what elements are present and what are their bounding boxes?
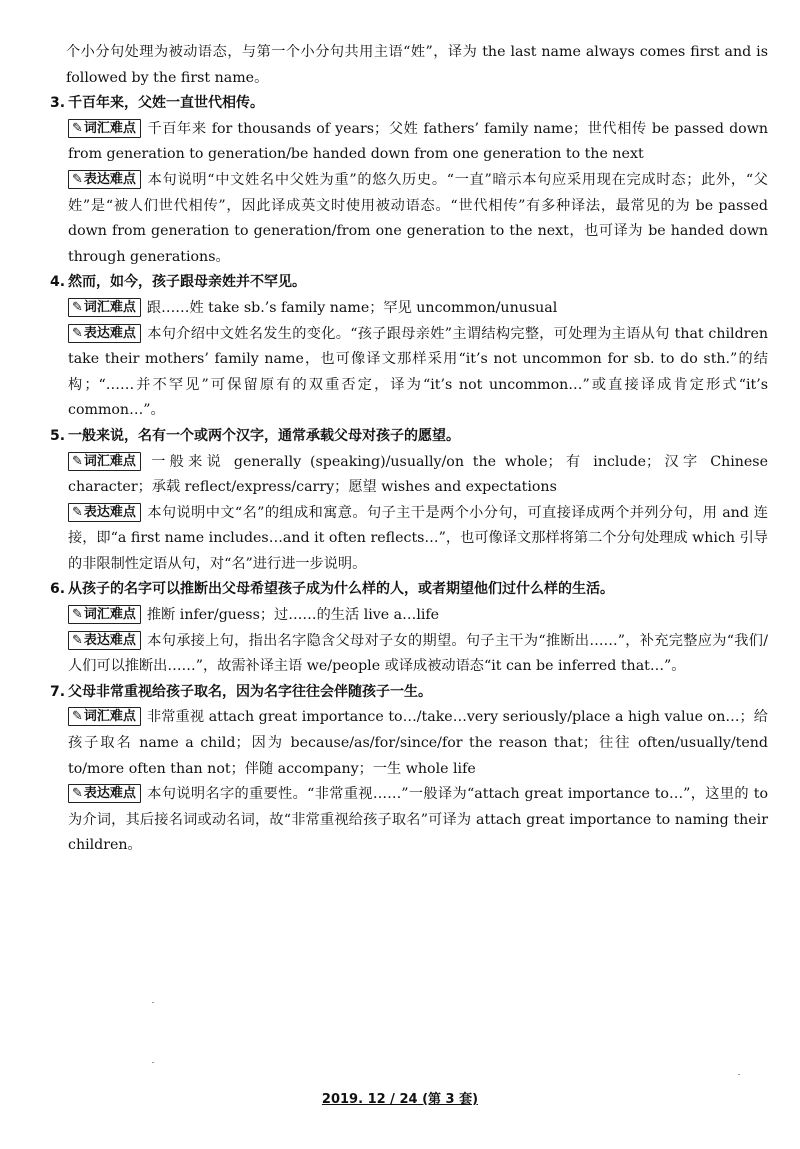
item-3 (50, 91, 768, 270)
expression-text: 本句承接上句，指出名字隐含父母对子女的期望。句子主干为“推断出……”，补充完整应为“我们/人们可以推断出……”，故需补译主语 we/people 或译成被动语态“it can be inferred that…”。 (68, 632, 768, 675)
vocab-tag: ✎词汇难点 (68, 298, 141, 317)
item-sentence: 父母非常重视给孩子取名，因为名字往往会伴随孩子一生。 (68, 683, 432, 700)
expression-text: 本句说明“中文姓名中父姓为重”的悠久历史。“一直”暗示本句应采用现在完成时态；此外，“父姓”是“被人们世代相传”，因此译成英文时使用被动语态。“世代相传”有多种译法，最常见的为 be passed down from generation to generation/from one generation to the next，也可译为 be handed down through generations。 (68, 171, 768, 265)
item-title (50, 424, 768, 450)
expression-note (66, 322, 768, 424)
expression-text: 本句说明名字的重要性。“非常重视……”一般译为“attach great importance to…”，这里的 to 为介词，其后接名词或动名词，故“非常重视给孩子取名”可译为 attach great importance to naming their children。 (68, 786, 768, 854)
vocab-tag: ✎词汇难点 (68, 605, 141, 624)
pen-icon: ✎ (72, 709, 83, 725)
scan-speck (152, 1062, 154, 1063)
item-sentence: 然而，如今，孩子跟母亲姓并不罕见。 (68, 274, 306, 291)
item-number: 6. (50, 581, 66, 598)
vocab-note (66, 603, 768, 629)
scan-speck (738, 1074, 740, 1075)
pen-icon: ✎ (72, 120, 83, 136)
pen-icon: ✎ (72, 453, 83, 469)
vocab-text: 推断 infer/guess；过……的生活 live a…life (146, 607, 440, 624)
vocab-text: 千百年来 for thousands of years；父姓 fathers’ family name；世代相传 be passed down from generation to generation/be handed down from one generation to the next (68, 120, 768, 163)
vocab-tag: ✎词汇难点 (68, 452, 141, 471)
pen-icon: ✎ (72, 504, 83, 520)
vocab-note (66, 705, 768, 782)
pen-icon: ✎ (72, 632, 83, 648)
pen-icon: ✎ (72, 786, 83, 802)
item-title (50, 270, 768, 296)
scan-speck (152, 1002, 154, 1003)
vocab-note (66, 450, 768, 501)
expression-tag: ✎表达难点 (68, 324, 141, 343)
expression-note (66, 168, 768, 270)
pen-icon: ✎ (72, 325, 83, 341)
expression-tag: ✎表达难点 (68, 631, 141, 650)
vocab-tag: ✎词汇难点 (68, 707, 141, 726)
item-5 (50, 424, 768, 578)
expression-text: 本句介绍中文姓名发生的变化。“孩子跟母亲姓”主谓结构完整，可处理为主语从句 that children take their mothers’ family name，也可像译文那样采用“it’s not uncommon for sb. to do sth.”的结构；“……并不罕见”可保留原有的双重否定，译为“it’s not uncommon…”或直接译成肯定形式“it’s common…”。 (68, 325, 768, 419)
pen-icon: ✎ (72, 607, 83, 623)
pen-icon: ✎ (72, 299, 83, 315)
expression-note (66, 501, 768, 578)
expression-tag: ✎表达难点 (68, 170, 141, 189)
item-number: 4. (50, 274, 66, 291)
vocab-text: 非常重视 attach great importance to…/take…very seriously/place a high value on…；给孩子取名 name a child；因为 because/as/for/since/for the reason that；往往 often/usually/tend to/more often than not；伴随 accompany；一生 whole life (68, 709, 768, 777)
expression-tag: ✎表达难点 (68, 784, 141, 803)
expression-tag: ✎表达难点 (68, 503, 141, 522)
vocab-text: 一般来说 generally (speaking)/usually/on the whole；有 include；汉字 Chinese character；承载 reflect/express/carry；愿望 wishes and expectations (68, 453, 768, 496)
page-body (50, 40, 768, 859)
page-footer: 2019. 12 / 24 (第 3 套) (321, 1092, 479, 1107)
item-6 (50, 577, 768, 679)
item-number: 7. (50, 683, 66, 700)
item-title (50, 577, 768, 603)
item-title (50, 91, 768, 117)
vocab-note (66, 117, 768, 168)
vocab-tag: ✎词汇难点 (68, 119, 141, 138)
expression-text: 本句说明中文“名”的组成和寓意。句子主干是两个小分句，可直接译成两个并列分句，用 and 连接，即“a first name includes…and it often reflects…”，也可像译文那样将第二个分句处理成 which 引导的非限制性定语从句，对“名”进行进一步说明。 (68, 504, 768, 572)
item-sentence: 千百年来，父姓一直世代相传。 (68, 95, 264, 112)
vocab-text: 跟……姓 take sb.’s family name；罕见 uncommon/unusual (146, 299, 558, 316)
item-number: 5. (50, 427, 66, 444)
expression-note (66, 629, 768, 680)
item-number: 3. (50, 95, 66, 112)
pen-icon: ✎ (72, 171, 83, 187)
item-sentence: 从孩子的名字可以推断出父母希望孩子成为什么样的人，或者期望他们过什么样的生活。 (68, 581, 614, 598)
item-title (50, 680, 768, 706)
intro-paragraph: 个小分句处理为被动语态，与第一个小分句共用主语“姓”，译为 the last name always comes first and is followed by the first name。 (66, 44, 768, 86)
expression-note (66, 782, 768, 859)
vocab-note (66, 296, 768, 322)
item-sentence: 一般来说，名有一个或两个汉字，通常承载父母对孩子的愿望。 (68, 427, 460, 444)
item-4 (50, 270, 768, 424)
item-7 (50, 680, 768, 859)
